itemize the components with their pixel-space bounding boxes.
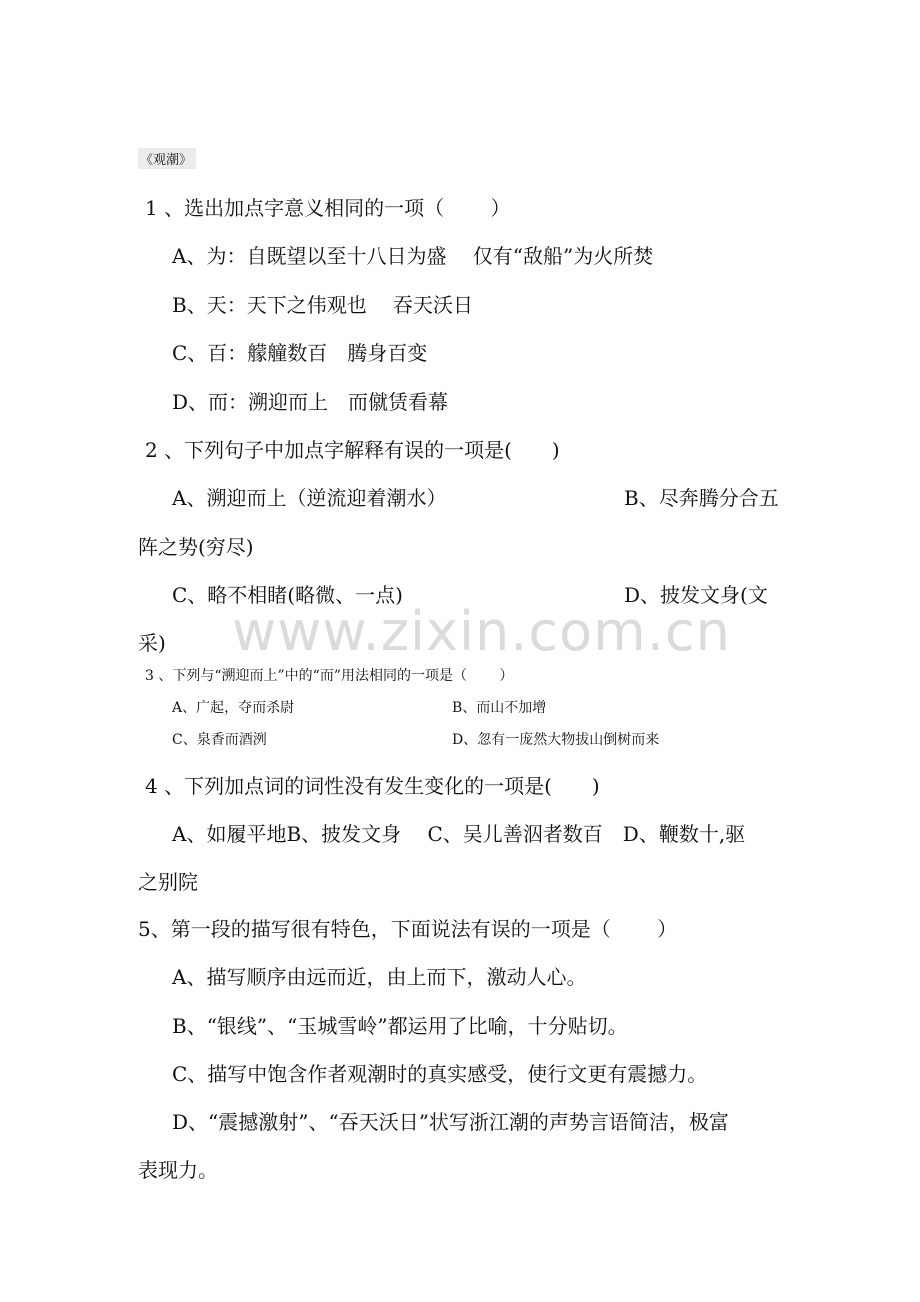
question-3-option-d: D、忽有一庞然大物拔山倒树而来 — [452, 732, 660, 748]
question-1-option-a: A、为：自既望以至十八日为盛 仅有“敌船”为火所焚 — [172, 244, 654, 268]
question-5-stem: 5、第一段的描写很有特色，下面说法有误的一项是（ ） — [138, 917, 678, 941]
question-4-options-cont: 之别院 — [138, 870, 198, 894]
question-1-stem: 1 、选出加点字意义相同的一项（ ） — [145, 196, 511, 220]
question-3-option-a: A、广起，夺而杀尉 — [172, 700, 295, 716]
question-4-stem: 4 、下列加点词的词性没有发生变化的一项是( ) — [145, 774, 600, 798]
question-2-option-d: D、披发文身(文 — [624, 583, 768, 607]
question-1-option-b: B、天：天下之伟观也 吞天沃日 — [172, 293, 474, 317]
question-2-option-c: C、略不相睹(略微、一点) — [172, 583, 403, 607]
question-5-option-a: A、描写顺序由远而近，由上而下，激动人心。 — [172, 965, 587, 989]
question-2-option-d-cont: 采) — [138, 631, 166, 655]
question-3-stem: 3 、下列与“溯迎而上”中的“而”用法相同的一项是（ ） — [145, 668, 514, 684]
question-3-option-c: C、泉香而酒洌 — [172, 732, 267, 748]
question-1-option-d: D、而：溯迎而上 而僦赁看幕 — [172, 390, 449, 414]
question-2-option-a: A、溯迎而上（逆流迎着潮水） — [172, 486, 447, 510]
question-5-option-d: D、“震撼激射”、“吞天沃日”状写浙江潮的声势言语简洁，极富 — [172, 1110, 729, 1134]
question-3-option-b: B、而山不加增 — [452, 700, 547, 716]
question-1-option-c: C、百：艨艟数百 腾身百变 — [172, 341, 428, 365]
question-5-option-d-cont: 表现力。 — [138, 1158, 218, 1182]
question-4-options: A、如履平地B、披发文身 C、吴儿善泅者数百 D、鞭数十,驱 — [172, 822, 746, 846]
question-2-option-b: B、尽奔腾分合五 — [624, 486, 779, 510]
question-5-option-b: B、“银线”、“玉城雪岭”都运用了比喻，十分贴切。 — [172, 1014, 628, 1038]
question-2-stem: 2 、下列句子中加点字解释有误的一项是( ) — [145, 438, 560, 462]
site-watermark: www.zixin.com.cn — [232, 600, 731, 663]
question-5-option-c: C、描写中饱含作者观潮时的真实感受，使行文更有震撼力。 — [172, 1062, 708, 1086]
question-2-option-b-cont: 阵之势(穷尽) — [138, 535, 254, 559]
page-title: 《观潮》 — [138, 148, 196, 169]
